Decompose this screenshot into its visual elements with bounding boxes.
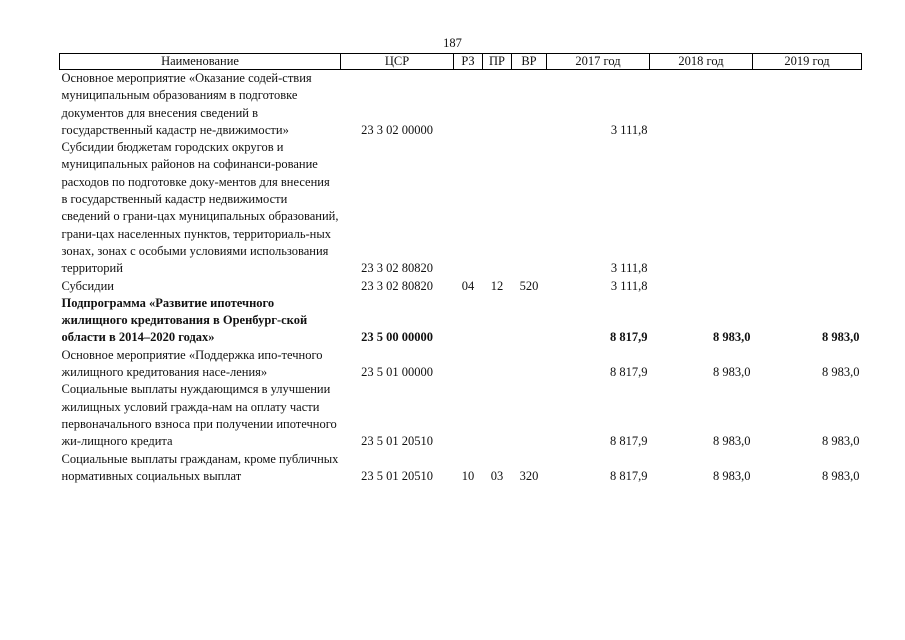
row-csr: 23 5 01 20510 (361, 468, 433, 483)
row-name: Субсидии бюджетам городских округов и муниципальных районов на софинанси-рование расходов по подготовке доку-ментов для внесения в государственный кадастр недвижимости сведений о грани-цах муниципальных образований, грани-цах населенных пунктов, территориаль-ных зонах, зонах с особыми условиями использования территорий (61, 140, 339, 276)
row-2018 (650, 278, 753, 295)
row-name: Подпрограмма «Развитие ипотечного жилищного кредитования в Оренбург-ской области в 2014–2020 годах» (61, 295, 308, 345)
row-rz (454, 70, 483, 140)
row-pr (483, 347, 512, 382)
header-2019: 2019 год (753, 54, 862, 70)
row-pr (483, 139, 512, 277)
header-2018: 2018 год (650, 54, 753, 70)
header-name: Наименование (60, 54, 341, 70)
header-rz: РЗ (454, 54, 483, 70)
row-2019: 8 983,0 (822, 330, 860, 345)
row-name: Социальные выплаты нуждающимся в улучшении жилищных условий гражда-нам на оплату части первоначального взноса при получении ипотечного жи-лищного кредита (61, 382, 337, 449)
header-2017: 2017 год (547, 54, 650, 70)
row-2019: 8 983,0 (822, 434, 860, 449)
row-2019: 8 983,0 (822, 365, 860, 380)
row-csr: 23 3 02 00000 (361, 122, 433, 137)
row-vr: 320 (519, 468, 539, 483)
row-pr: 03 (490, 468, 504, 483)
table-row (60, 70, 862, 140)
row-2018: 8 983,0 (713, 365, 751, 380)
header-vr: ВР (512, 54, 547, 70)
row-name: Основное мероприятие «Поддержка ипо-течного жилищного кредитования насе-ления» (61, 347, 323, 380)
table-row (60, 139, 862, 277)
row-vr (512, 347, 547, 382)
header-csr: ЦСР (341, 54, 454, 70)
table-row-subprogram (60, 295, 862, 347)
row-csr: 23 3 02 80820 (361, 261, 433, 276)
row-csr: 23 5 01 00000 (361, 365, 433, 380)
row-rz (454, 139, 483, 277)
row-csr: 23 3 02 80820 (361, 278, 433, 293)
row-rz (454, 347, 483, 382)
header-pr: ПР (483, 54, 512, 70)
table-row (60, 381, 862, 450)
row-csr: 23 5 01 20510 (361, 434, 433, 449)
row-2019: 8 983,0 (822, 468, 860, 483)
row-2017: 8 817,9 (610, 330, 648, 345)
table-row (60, 347, 862, 382)
table-row (60, 451, 862, 486)
row-2018: 8 983,0 (713, 330, 751, 345)
row-rz (454, 295, 483, 347)
row-2017: 3 111,8 (610, 278, 648, 293)
row-2018: 8 983,0 (713, 468, 751, 483)
row-2019 (753, 70, 862, 140)
page-number: 187 (443, 36, 462, 50)
budget-table (59, 53, 862, 485)
row-name: Субсидии (61, 278, 114, 293)
row-rz (454, 381, 483, 450)
row-rz: 04 (461, 278, 475, 293)
row-2018 (650, 70, 753, 140)
row-2019 (753, 139, 862, 277)
row-2019 (753, 278, 862, 295)
row-2017: 3 111,8 (610, 261, 648, 276)
row-2018: 8 983,0 (713, 434, 751, 449)
row-name: Социальные выплаты гражданам, кроме публичных нормативных социальных выплат (61, 451, 339, 483)
row-2017: 3 111,8 (610, 122, 648, 137)
row-2018 (650, 139, 753, 277)
row-pr: 12 (490, 278, 504, 293)
table-row (60, 278, 862, 295)
row-pr (483, 295, 512, 347)
row-csr: 23 5 00 00000 (361, 330, 433, 345)
row-rz: 10 (461, 468, 475, 483)
row-2017: 8 817,9 (610, 434, 648, 449)
row-pr (483, 381, 512, 450)
table-header-row (60, 54, 862, 70)
row-vr (512, 295, 547, 347)
row-name: Основное мероприятие «Оказание содей-ствия муниципальным образованиям в подготовке документов для внесения сведений в государственный кадастр не-движимости» (61, 71, 312, 137)
row-pr (483, 70, 512, 140)
row-vr (512, 381, 547, 450)
row-vr (512, 139, 547, 277)
row-vr: 520 (519, 278, 539, 293)
row-2017: 8 817,9 (610, 365, 648, 380)
row-2017: 8 817,9 (610, 468, 648, 483)
row-vr (512, 70, 547, 140)
